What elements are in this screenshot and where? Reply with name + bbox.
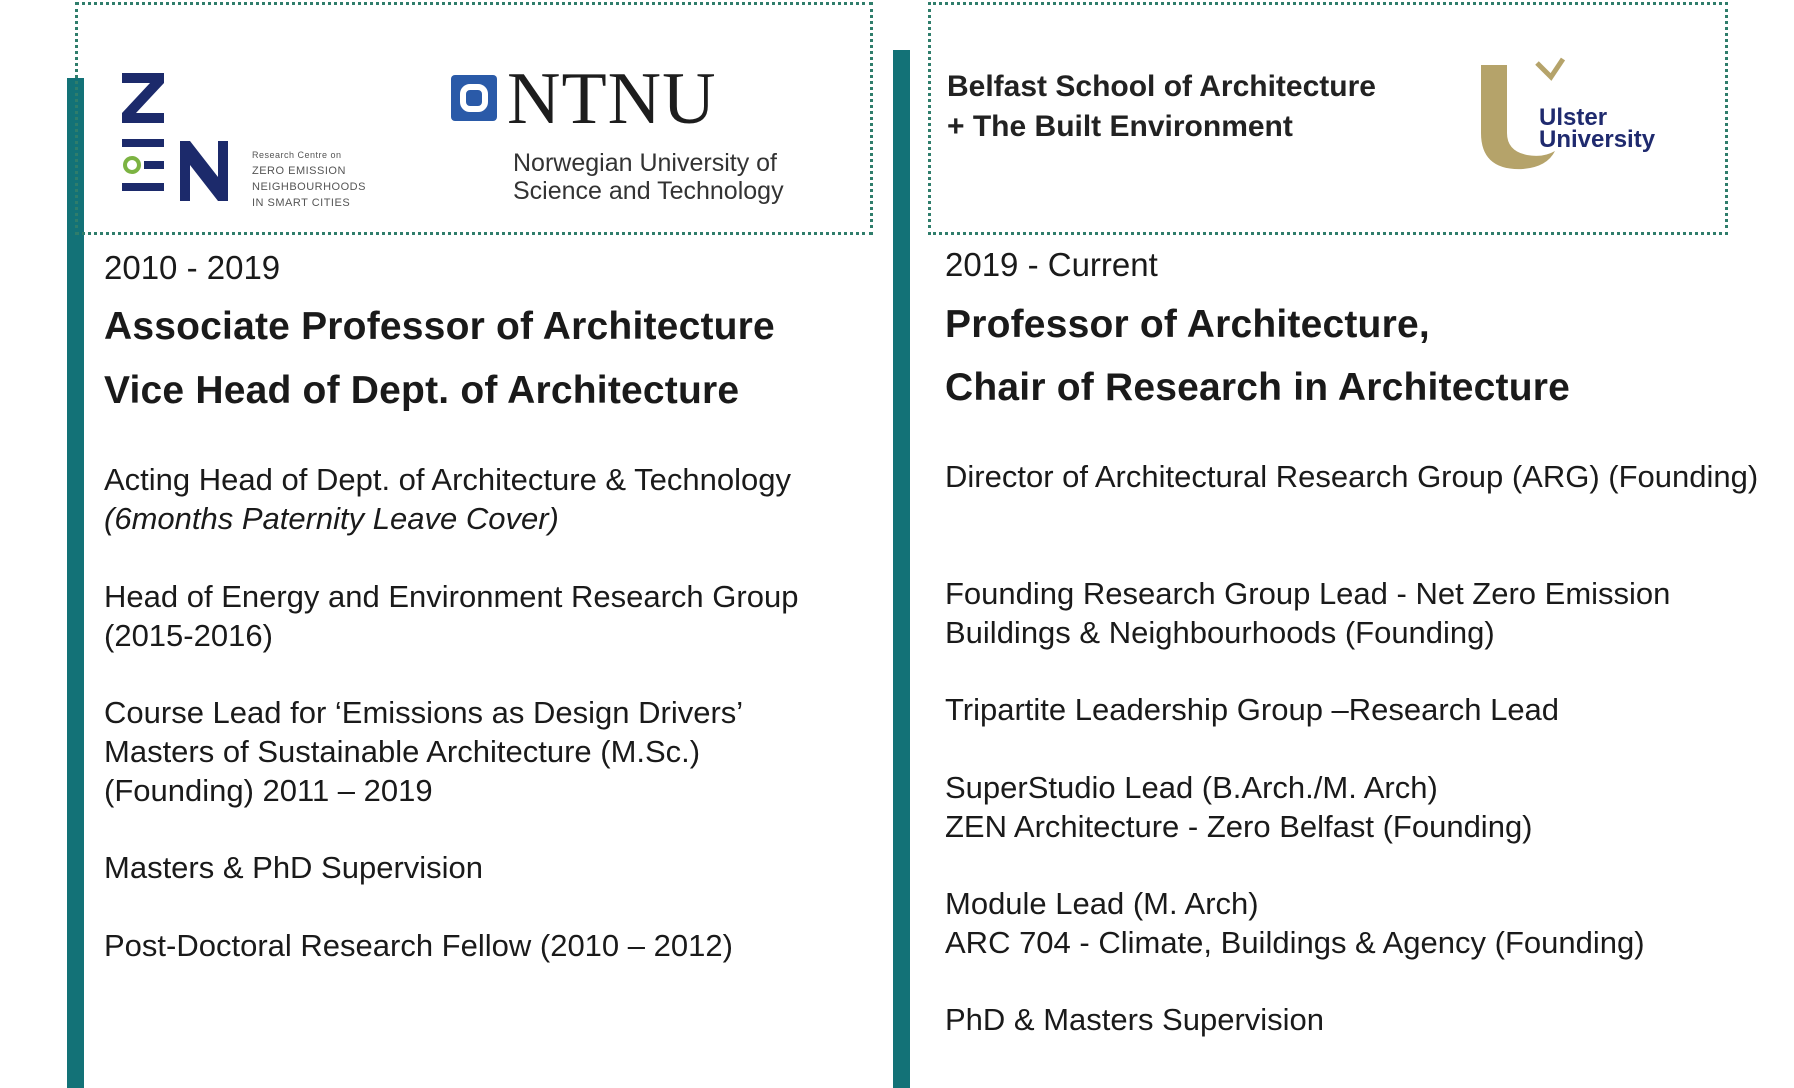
school-name — [947, 67, 1376, 147]
zen-mark-icon — [118, 65, 238, 210]
left-logo-box — [75, 2, 873, 235]
entry-line: Masters & PhD Supervision — [104, 850, 484, 885]
left-entry-course-lead — [104, 693, 743, 810]
left-title-2: Vice Head of Dept. of Architecture — [104, 369, 740, 412]
entry-line: Masters of Sustainable Architecture (M.Sc.) — [104, 734, 701, 769]
entry-line: PhD & Masters Supervision — [945, 1002, 1325, 1037]
ntnu-subtitle-line: Science and Technology — [513, 177, 784, 205]
entry-line: ZEN Architecture - Zero Belfast (Founding) — [945, 809, 1533, 844]
entry-line: Course Lead for ‘Emissions as Design Drivers’ — [104, 695, 744, 730]
school-name-line: + The Built Environment — [947, 110, 1293, 143]
zen-caption-line: ZERO EMISSION — [252, 165, 346, 177]
ntnu-subtitle-line: Norwegian University of — [513, 149, 777, 177]
left-date-range: 2010 - 2019 — [104, 249, 281, 286]
left-entry-acting-head — [104, 460, 791, 538]
entry-line: (2015-2016) — [104, 618, 273, 653]
right-entry-director — [945, 457, 1758, 496]
ntnu-square-icon — [451, 75, 497, 121]
entry-line: Acting Head of Dept. of Architecture & Technology — [104, 462, 791, 497]
school-name-line: Belfast School of Architecture — [947, 70, 1376, 103]
right-logo-box — [928, 2, 1728, 235]
zen-caption — [252, 147, 366, 211]
ulster-wordmark-line: Ulster — [1539, 104, 1608, 131]
ulster-wordmark — [1539, 104, 1656, 153]
ntnu-logo — [451, 58, 803, 209]
entry-line: Tripartite Leadership Group –Research Lead — [945, 692, 1560, 727]
left-entry-energy-group — [104, 577, 798, 655]
left-title-1: Associate Professor of Architecture — [104, 305, 775, 348]
right-accent-bar — [893, 50, 910, 1088]
zen-logo — [118, 65, 388, 210]
ntnu-wordmark: NTNU — [507, 58, 717, 140]
entry-line-italic: (6months Paternity Leave Cover) — [104, 501, 559, 536]
entry-line: Buildings & Neighbourhoods (Founding) — [945, 615, 1495, 650]
zen-caption-line: Research Centre on — [252, 150, 342, 160]
entry-line: Head of Energy and Environment Research Group — [104, 579, 799, 614]
right-title-2: Chair of Research in Architecture — [945, 366, 1571, 409]
right-entry-supervision — [945, 1000, 1324, 1039]
entry-line: Post-Doctoral Research Fellow (2010 – 2012) — [104, 928, 733, 963]
entry-line: (Founding) 2011 – 2019 — [104, 773, 433, 808]
left-entry-postdoc — [104, 926, 733, 965]
zen-caption-line: IN SMART CITIES — [252, 197, 351, 209]
right-entry-superstudio — [945, 768, 1533, 846]
right-entry-module-lead — [945, 884, 1645, 962]
entry-line: SuperStudio Lead (B.Arch./M. Arch) — [945, 770, 1438, 805]
right-entry-research-group-lead — [945, 574, 1670, 652]
ulster-wordmark-line: University — [1539, 126, 1656, 153]
entry-line: Director of Architectural Research Group (ARG) (Founding) — [945, 459, 1759, 494]
entry-line: Founding Research Group Lead - Net Zero Emission — [945, 576, 1671, 611]
right-entry-tripartite — [945, 690, 1559, 729]
right-date-range: 2019 - Current — [945, 246, 1158, 283]
ntnu-subtitle — [513, 149, 784, 205]
right-title-1: Professor of Architecture, — [945, 303, 1430, 346]
ulster-logo — [1445, 51, 1685, 181]
left-entry-supervision — [104, 848, 483, 887]
entry-line: Module Lead (M. Arch) — [945, 886, 1259, 921]
entry-line: ARC 704 - Climate, Buildings & Agency (Founding) — [945, 925, 1645, 960]
zen-caption-line: NEIGHBOURHOODS — [252, 181, 366, 193]
